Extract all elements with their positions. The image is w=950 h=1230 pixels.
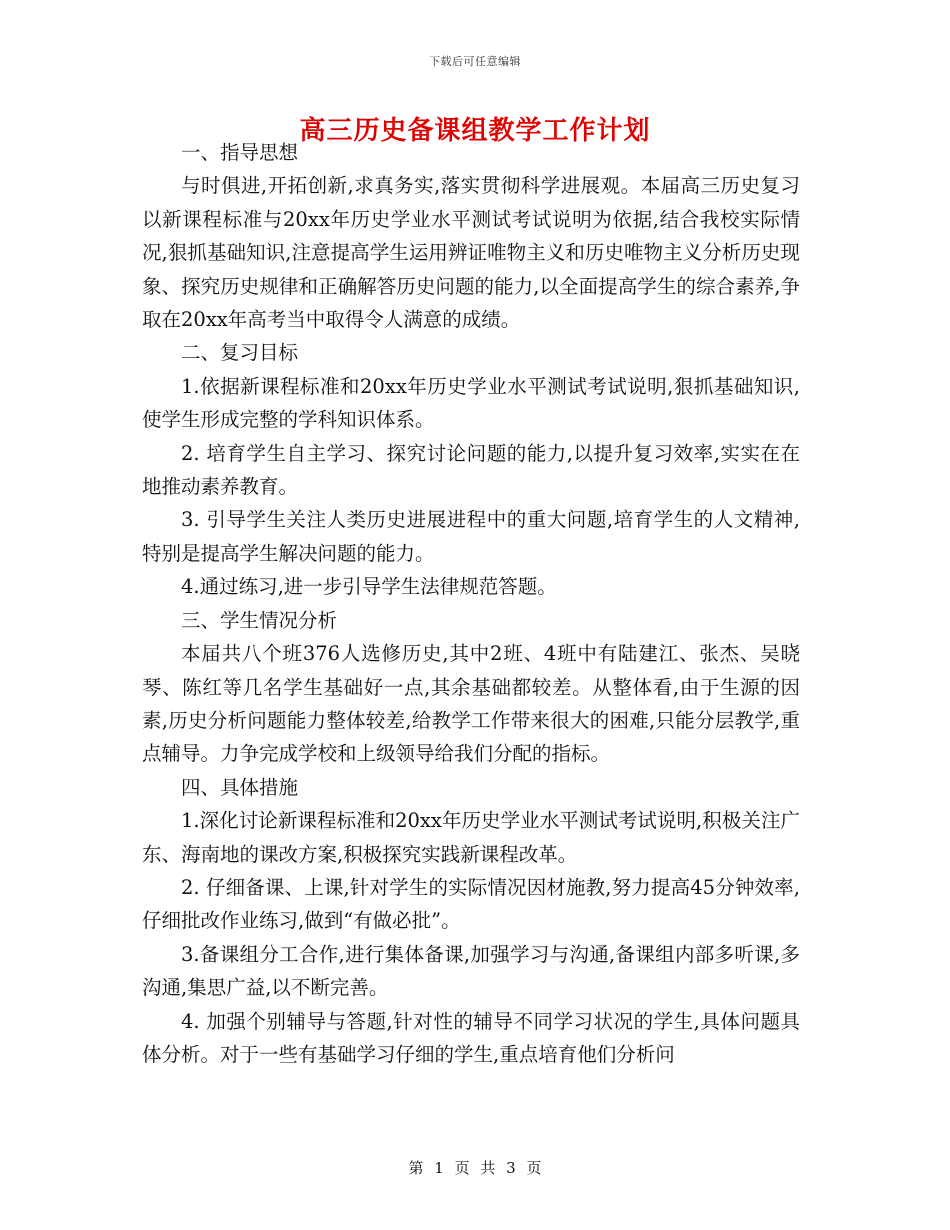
paragraph-measure-3: 3.备课组分工合作,进行集体备课,加强学习与沟通,备课组内部多听课,多沟通,集思广益,以不断完善。 <box>142 942 800 1000</box>
paragraph-goal-2: 2. 培育学生自主学习、探究讨论问题的能力,以提升复习效率,实实在在地推动素养教育。 <box>142 441 800 499</box>
paragraph-goal-3: 3. 引导学生关注人类历史进展进程中的重大问题,培育学生的人文精神,特别是提高学生解决问题的能力。 <box>142 508 800 565</box>
document-title: 高三历史备课组教学工作计划 <box>299 116 651 146</box>
paragraph-measure-2: 2. 仔细备课、上课,针对学生的实际情况因材施教,努力提高45分钟效率,仔细批改作业练习,做到“有做必批”。 <box>142 875 800 933</box>
header-note: 下载后可任意编辑 <box>429 55 521 68</box>
paragraph-guiding-ideology: 与时俱进,开拓创新,求真务实,落实贯彻科学进展观。本届高三历史复习以新课程标准与20xx年历史学业水平测试考试说明为依据,结合我校实际情况,狠抓基础知识,注意提高学生运用辨证唯物主义和历史唯物主义分析历史现象、探究历史规律和正确解答历史问题的能力,以全面提高学生的综合素养,争取在20xx年高考当中取得令人满意的成绩。 <box>142 174 800 332</box>
section-heading-review-goals: 二、复习目标 <box>181 341 299 365</box>
section-heading-guiding-ideology: 一、指导思想 <box>181 141 299 164</box>
paragraph-student-analysis: 本届共八个班376人选修历史,其中2班、4班中有陆建江、张杰、吴晓琴、陈红等几名学生基础好一点,其余基础都较差。从整体看,由于生源的因素,历史分析问题能力整体较差,给教学工作带来很大的困难,只能分层教学,重点辅导。力争完成学校和上级领导给我们分配的指标。 <box>142 642 800 766</box>
section-heading-measures: 四、具体措施 <box>181 775 299 799</box>
section-heading-student-analysis: 三、学生情况分析 <box>181 608 338 632</box>
paragraph-goal-4: 4.通过练习,进一步引导学生法律规范答题。 <box>181 575 557 599</box>
paragraph-measure-4: 4. 加强个别辅导与答题,针对性的辅导不同学习状况的学生,具体问题具体分析。对于一些有基础学习仔细的学生,重点培育他们分析问 <box>142 1009 800 1066</box>
page-number-footer: 第 1 页 共 3 页 <box>408 1159 542 1177</box>
document-body <box>142 136 800 1071</box>
paragraph-measure-1: 1.深化讨论新课程标准和20xx年历史学业水平测试考试说明,积极关注广东、海南地的课改方案,积极探究实践新课程改革。 <box>142 809 800 866</box>
paragraph-goal-1: 1.依据新课程标准和20xx年历史学业水平测试考试说明,狠抓基础知识,使学生形成完整的学科知识体系。 <box>142 374 800 432</box>
